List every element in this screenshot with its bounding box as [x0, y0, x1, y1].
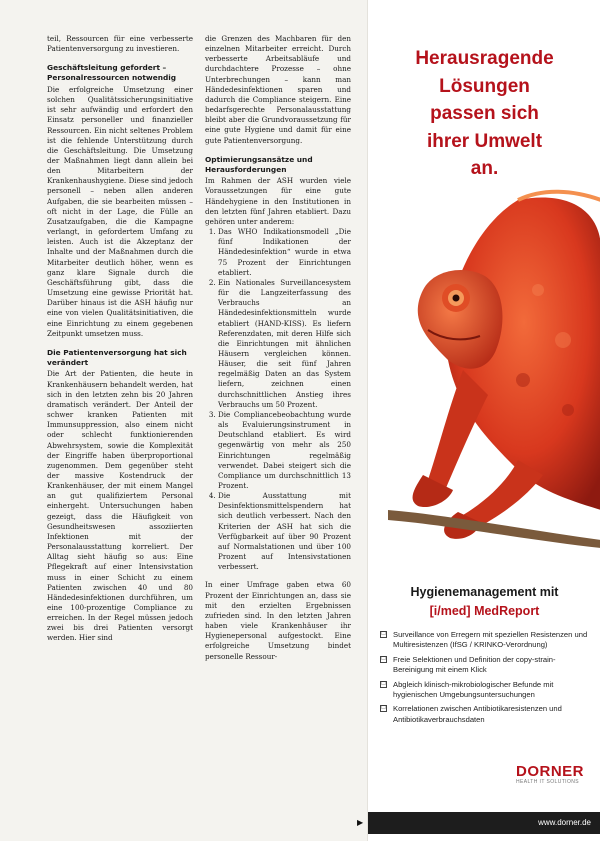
article-column-2 [205, 34, 351, 662]
list-item [380, 704, 595, 725]
ad-headline [368, 45, 600, 183]
product-title [368, 583, 600, 621]
section-heading: Die Patientenversorgung hat sich verändert [47, 347, 187, 367]
checkbox-icon: □ [381, 655, 386, 662]
list-item: 1. Das WHO Indikationsmodell „Die fünf Indikationen der Händedesinfektion“ wurde in etwa 75 Prozent der Einrichtungen etabliert. [218, 227, 351, 278]
paragraph: Die Art der Patienten, die heute in Krankenhäusern behandelt werden, hat sich in den letzten zehn bis 20 Jahren dramatisch verändert. Der Anteil der schwer kranken Patienten mit Immunsuppression, also einem nicht oder schlecht funktionierenden Abwehrsystem, sowie die Komplexität der Eingriffe haben überproportional zugenommen. Dem gegenüber steht der massive Kostendruck der Krankenhäuser, der mit einem Mangel an gut qualifiziertem Personal einhergeht. Untersuchungen haben gezeigt, dass die Häufigkeit von Gesundheitswesen assoziierten Infektionen mit der Personalausstattung korreliert. Der Alltag sieht häufig so aus: Eine Pflegekraft auf einer Intensivstation muss in einer Schicht zu einem Patienten zwischen 40 und 80 Händedesinfektionen durchführen, um eine 100-prozentige Compliance zu erreichen. In der Regel müssen jedoch zwei bis drei Patienten versorgt werden. Hier sind [47, 369, 193, 643]
headline-line: an. [470, 158, 499, 179]
dorner-logo [516, 763, 594, 785]
headline-line: ihrer Umwelt [426, 130, 543, 152]
checkbox-icon: □ [381, 631, 386, 637]
list-item [380, 630, 595, 651]
list-item [380, 680, 595, 701]
logo-wordmark: DORNER [516, 763, 585, 780]
feature-list [380, 630, 595, 729]
section-heading: Geschäftsleitung gefordert – Personalressourcen notwendig [47, 63, 177, 83]
url-bar [368, 812, 600, 834]
paragraph: Die erfolgreiche Umsetzung einer solchen Qualitätssicherungsinitiative ist sehr aufwändig und erfordert den Einsatz personeller und finanzieller Ressourcen. Ein nicht seltenes Problem ist die fehlende Unterstützung durch die Geschäftsleitung. Die Umsetzung der Maßnahmen liegt dann allein bei den Mitarbeitern der Krankenhaushygiene. Diese sind jedoch personell – neben allen anderen Aufgaben, die sie bearbeiten müssen – oft nicht in der Lage, die Fülle an Zusatzaufgaben, die die Kampagne verlangt, in gefordertem Umfang zu leisten. Auch ist die Akzeptanz der Inhalte und der Maßnahmen durch die Mitarbeiter deutlich höher, wenn es ganz klare Signale durch die Geschäftsführung gibt, dass die Umsetzung eine gewisse Priorität hat. Darüber hinaus ist die ASH häufig nur eine von vielen Qualitätsinitiativen, die eine Einrichtung zu einem gegebenen Zeitpunkt umsetzen muss. [47, 84, 193, 338]
feature-text: Korrelationen zwischen Antibiotikaresistenzen und Antibiotikaverbrauchsdaten [393, 704, 562, 724]
numbered-list [205, 227, 351, 572]
headline-line: Herausragende [415, 48, 554, 69]
list-item: 4. Die Ausstattung mit Desinfektionsmittelspendern hat sich deutlich verbessert. Nach den Kriterien der ASH hat sich die Verfügbarkeit auf über 90 Prozent auf Normalstationen und über 100 Prozent auf Intensivstationen verbessert. [218, 491, 351, 572]
list-item [380, 655, 595, 676]
checkbox-icon: □ [381, 705, 386, 712]
paragraph: teil, Ressourcen für eine verbesserte Patientenversorgung zu investieren. [47, 34, 193, 54]
red-chameleon-image [368, 170, 600, 560]
checkbox-icon: □ [381, 680, 386, 687]
list-item: 2. Ein Nationales Surveillancesystem für die Langzeiterfassung des Verbrauchs an Händedesinfektionsmitteln wurde etabliert (HAND-KISS). Es liefern Referenzdaten, mit deren Hilfe sich die Einrichtungen mit ähnlichen Häusern vergleichen können. Häuser, die seit fünf Jahren regelmäßig Daten an das System liefern, zeichnen einen durchschnittlichen Anstieg ihres Verbrauchs um 50 Prozent. [218, 278, 351, 410]
paragraph: Im Rahmen der ASH wurden viele Voraussetzungen für eine gute Händehygiene in den Institutionen in den letzten fünf Jahren etabliert. Dazu gehören unter anderem: [205, 176, 351, 226]
feature-text: Surveillance von Erregern mit speziellen Resistenzen und Multiresistenzen (IfSG / KRINKO-Verordnung) [393, 630, 588, 650]
advertisement [367, 0, 600, 841]
headline-line: passen sich [430, 103, 539, 124]
website-link[interactable]: www.dorner.de [538, 818, 591, 827]
feature-text: Abgleich klinisch-mikrobiologischer Befunde mit hygienischen Umgebungsuntersuchungen [393, 679, 554, 700]
article-column-1 [47, 34, 193, 644]
feature-text: Freie Selektionen und Definition der copy-strain-Bereinigung mit einem Klick [393, 654, 556, 675]
paragraph: die Grenzen des Machbaren für den einzelnen Mitarbeiter erreicht. Durch verbesserte Arbeitsabläufe und durchdachtere Prozesse – ohne Unterbrechungen – kann man Händedesinfektionen sparen und dadurch die Compliance steigern. Eine bedarfsgerechte Personalausstattung bleibt aber die Grundvoraussetzung für eine gute Hygiene und damit für eine gute Patientenversorgung. [205, 34, 351, 145]
play-triangle-icon: ▶ [357, 818, 364, 827]
section-heading: Optimierungsansätze und Herausforderungen [205, 154, 313, 174]
headline-line: Lösungen [439, 75, 530, 97]
product-title-highlight: [i/med] MedReport [429, 604, 540, 618]
product-title-prefix: Hygienemanagement mit [410, 585, 559, 599]
paragraph: In einer Umfrage gaben etwa 60 Prozent der Einrichtungen an, dass sie mit den erzielten Ergebnissen zufrieden sind. In den letzten Jahren haben viele Krankenhäuser ihr Hygienepersonal aufgestockt. Eine erfolgreiche Umsetzung bindet personelle Ressour- [205, 580, 351, 661]
logo-tagline: HEALTH IT SOLUTIONS [516, 779, 579, 785]
list-item: 3. Die Compliancebeobachtung wurde als Evaluierungsinstrument in Deutschland etabliert. Es wird gegenwärtig von mehr als 250 Einrichtungen regelmäßig verwendet. Dabei steigert sich die Compliance um durchschnittlich 13 Prozent. [218, 410, 351, 491]
